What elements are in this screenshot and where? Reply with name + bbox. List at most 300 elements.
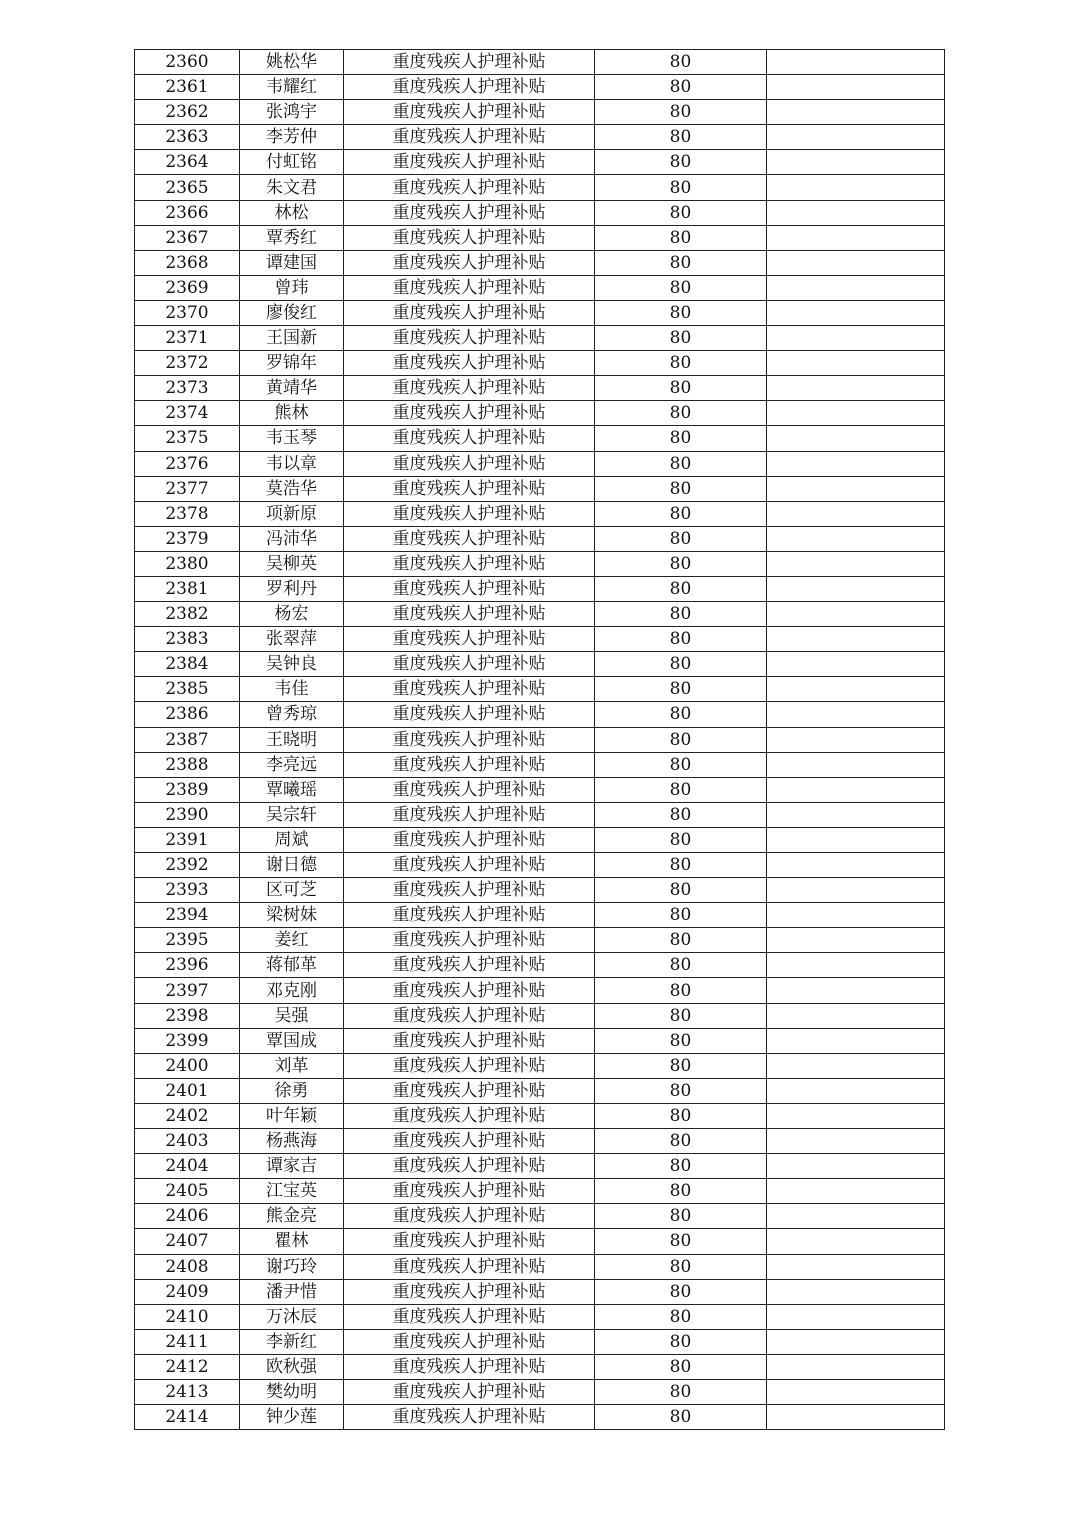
- recipient-name-cell: 梁树妹: [240, 903, 344, 928]
- note-cell: [767, 150, 945, 175]
- amount-cell: 80: [595, 451, 767, 476]
- amount-cell: 80: [595, 777, 767, 802]
- subsidy-type-cell: 重度残疾人护理补贴: [344, 300, 595, 325]
- amount-cell: 80: [595, 827, 767, 852]
- note-cell: [767, 1405, 945, 1430]
- table-row: [135, 1279, 945, 1304]
- amount-cell: 80: [595, 1103, 767, 1128]
- note-cell: [767, 1229, 945, 1254]
- table-row: [135, 300, 945, 325]
- note-cell: [767, 200, 945, 225]
- row-number-cell: 2386: [135, 702, 240, 727]
- subsidy-type-cell: 重度残疾人护理补贴: [344, 1028, 595, 1053]
- table-row: [135, 1379, 945, 1404]
- row-number-cell: 2398: [135, 1003, 240, 1028]
- note-cell: [767, 1028, 945, 1053]
- note-cell: [767, 225, 945, 250]
- note-cell: [767, 376, 945, 401]
- amount-cell: 80: [595, 928, 767, 953]
- row-number-cell: 2401: [135, 1078, 240, 1103]
- amount-cell: 80: [595, 1028, 767, 1053]
- recipient-name-cell: 罗利丹: [240, 576, 344, 601]
- table-row: [135, 727, 945, 752]
- table-row: [135, 1405, 945, 1430]
- recipient-name-cell: 区可芝: [240, 878, 344, 903]
- row-number-cell: 2384: [135, 652, 240, 677]
- table-row: [135, 476, 945, 501]
- amount-cell: 80: [595, 1053, 767, 1078]
- recipient-name-cell: 廖俊红: [240, 300, 344, 325]
- amount-cell: 80: [595, 1329, 767, 1354]
- amount-cell: 80: [595, 551, 767, 576]
- subsidy-type-cell: 重度残疾人护理补贴: [344, 476, 595, 501]
- row-number-cell: 2392: [135, 853, 240, 878]
- note-cell: [767, 1279, 945, 1304]
- note-cell: [767, 300, 945, 325]
- row-number-cell: 2404: [135, 1154, 240, 1179]
- row-number-cell: 2385: [135, 677, 240, 702]
- amount-cell: 80: [595, 225, 767, 250]
- recipient-name-cell: 徐勇: [240, 1078, 344, 1103]
- recipient-name-cell: 曾秀琼: [240, 702, 344, 727]
- amount-cell: 80: [595, 175, 767, 200]
- note-cell: [767, 1154, 945, 1179]
- subsidy-type-cell: 重度残疾人护理补贴: [344, 526, 595, 551]
- recipient-name-cell: 瞿林: [240, 1229, 344, 1254]
- subsidy-type-cell: 重度残疾人护理补贴: [344, 827, 595, 852]
- recipient-name-cell: 吴钟良: [240, 652, 344, 677]
- row-number-cell: 2361: [135, 75, 240, 100]
- subsidy-type-cell: 重度残疾人护理补贴: [344, 1129, 595, 1154]
- recipient-name-cell: 周斌: [240, 827, 344, 852]
- subsidy-type-cell: 重度残疾人护理补贴: [344, 978, 595, 1003]
- table-row: [135, 150, 945, 175]
- table-row: [135, 75, 945, 100]
- row-number-cell: 2390: [135, 802, 240, 827]
- amount-cell: 80: [595, 1204, 767, 1229]
- amount-cell: 80: [595, 200, 767, 225]
- subsidy-type-cell: 重度残疾人护理补贴: [344, 250, 595, 275]
- subsidy-table-body: [135, 50, 945, 1430]
- table-row: [135, 1028, 945, 1053]
- note-cell: [767, 1354, 945, 1379]
- amount-cell: 80: [595, 652, 767, 677]
- subsidy-type-cell: 重度残疾人护理补贴: [344, 1229, 595, 1254]
- subsidy-type-cell: 重度残疾人护理补贴: [344, 426, 595, 451]
- row-number-cell: 2380: [135, 551, 240, 576]
- note-cell: [767, 1078, 945, 1103]
- recipient-name-cell: 张翠萍: [240, 627, 344, 652]
- amount-cell: 80: [595, 903, 767, 928]
- table-row: [135, 878, 945, 903]
- row-number-cell: 2395: [135, 928, 240, 953]
- amount-cell: 80: [595, 426, 767, 451]
- amount-cell: 80: [595, 1304, 767, 1329]
- row-number-cell: 2414: [135, 1405, 240, 1430]
- note-cell: [767, 426, 945, 451]
- row-number-cell: 2399: [135, 1028, 240, 1053]
- amount-cell: 80: [595, 1405, 767, 1430]
- recipient-name-cell: 谢巧玲: [240, 1254, 344, 1279]
- table-row: [135, 401, 945, 426]
- subsidy-type-cell: 重度残疾人护理补贴: [344, 75, 595, 100]
- recipient-name-cell: 韦以章: [240, 451, 344, 476]
- note-cell: [767, 627, 945, 652]
- table-row: [135, 928, 945, 953]
- table-row: [135, 1179, 945, 1204]
- amount-cell: 80: [595, 326, 767, 351]
- recipient-name-cell: 潘尹惜: [240, 1279, 344, 1304]
- note-cell: [767, 401, 945, 426]
- amount-cell: 80: [595, 1354, 767, 1379]
- recipient-name-cell: 冯沛华: [240, 526, 344, 551]
- row-number-cell: 2396: [135, 953, 240, 978]
- table-row: [135, 1003, 945, 1028]
- amount-cell: 80: [595, 878, 767, 903]
- subsidy-type-cell: 重度残疾人护理补贴: [344, 702, 595, 727]
- row-number-cell: 2371: [135, 326, 240, 351]
- amount-cell: 80: [595, 250, 767, 275]
- table-row: [135, 1053, 945, 1078]
- subsidy-type-cell: 重度残疾人护理补贴: [344, 551, 595, 576]
- subsidy-type-cell: 重度残疾人护理补贴: [344, 125, 595, 150]
- subsidy-type-cell: 重度残疾人护理补贴: [344, 1103, 595, 1128]
- amount-cell: 80: [595, 501, 767, 526]
- recipient-name-cell: 刘革: [240, 1053, 344, 1078]
- amount-cell: 80: [595, 376, 767, 401]
- table-row: [135, 1354, 945, 1379]
- amount-cell: 80: [595, 150, 767, 175]
- table-row: [135, 677, 945, 702]
- amount-cell: 80: [595, 100, 767, 125]
- table-row: [135, 576, 945, 601]
- row-number-cell: 2388: [135, 752, 240, 777]
- amount-cell: 80: [595, 526, 767, 551]
- note-cell: [767, 1204, 945, 1229]
- table-row: [135, 351, 945, 376]
- row-number-cell: 2383: [135, 627, 240, 652]
- subsidy-type-cell: 重度残疾人护理补贴: [344, 602, 595, 627]
- recipient-name-cell: 吴宗轩: [240, 802, 344, 827]
- amount-cell: 80: [595, 627, 767, 652]
- subsidy-type-cell: 重度残疾人护理补贴: [344, 953, 595, 978]
- subsidy-type-cell: 重度残疾人护理补贴: [344, 853, 595, 878]
- row-number-cell: 2412: [135, 1354, 240, 1379]
- row-number-cell: 2360: [135, 50, 240, 75]
- recipient-name-cell: 林松: [240, 200, 344, 225]
- note-cell: [767, 953, 945, 978]
- recipient-name-cell: 韦耀红: [240, 75, 344, 100]
- recipient-name-cell: 谭家吉: [240, 1154, 344, 1179]
- note-cell: [767, 476, 945, 501]
- table-row: [135, 903, 945, 928]
- row-number-cell: 2370: [135, 300, 240, 325]
- table-row: [135, 451, 945, 476]
- note-cell: [767, 1053, 945, 1078]
- recipient-name-cell: 覃国成: [240, 1028, 344, 1053]
- amount-cell: 80: [595, 853, 767, 878]
- note-cell: [767, 652, 945, 677]
- table-row: [135, 1129, 945, 1154]
- note-cell: [767, 1103, 945, 1128]
- subsidy-type-cell: 重度残疾人护理补贴: [344, 150, 595, 175]
- amount-cell: 80: [595, 125, 767, 150]
- note-cell: [767, 351, 945, 376]
- subsidy-type-cell: 重度残疾人护理补贴: [344, 1179, 595, 1204]
- table-row: [135, 501, 945, 526]
- note-cell: [767, 1179, 945, 1204]
- subsidy-type-cell: 重度残疾人护理补贴: [344, 627, 595, 652]
- amount-cell: 80: [595, 1003, 767, 1028]
- table-row: [135, 627, 945, 652]
- row-number-cell: 2407: [135, 1229, 240, 1254]
- recipient-name-cell: 熊金亮: [240, 1204, 344, 1229]
- amount-cell: 80: [595, 576, 767, 601]
- table-row: [135, 802, 945, 827]
- note-cell: [767, 1254, 945, 1279]
- amount-cell: 80: [595, 677, 767, 702]
- table-row: [135, 326, 945, 351]
- table-row: [135, 1154, 945, 1179]
- subsidy-type-cell: 重度残疾人护理补贴: [344, 878, 595, 903]
- subsidy-type-cell: 重度残疾人护理补贴: [344, 275, 595, 300]
- recipient-name-cell: 蒋郁革: [240, 953, 344, 978]
- recipient-name-cell: 熊林: [240, 401, 344, 426]
- recipient-name-cell: 欧秋强: [240, 1354, 344, 1379]
- note-cell: [767, 501, 945, 526]
- note-cell: [767, 1329, 945, 1354]
- amount-cell: 80: [595, 727, 767, 752]
- subsidy-type-cell: 重度残疾人护理补贴: [344, 100, 595, 125]
- row-number-cell: 2364: [135, 150, 240, 175]
- subsidy-type-cell: 重度残疾人护理补贴: [344, 401, 595, 426]
- recipient-name-cell: 覃曦瑶: [240, 777, 344, 802]
- row-number-cell: 2367: [135, 225, 240, 250]
- amount-cell: 80: [595, 50, 767, 75]
- table-row: [135, 50, 945, 75]
- note-cell: [767, 50, 945, 75]
- subsidy-type-cell: 重度残疾人护理补贴: [344, 175, 595, 200]
- recipient-name-cell: 罗锦年: [240, 351, 344, 376]
- recipient-name-cell: 吴强: [240, 1003, 344, 1028]
- table-row: [135, 175, 945, 200]
- amount-cell: 80: [595, 802, 767, 827]
- recipient-name-cell: 谢日德: [240, 853, 344, 878]
- note-cell: [767, 903, 945, 928]
- recipient-name-cell: 覃秀红: [240, 225, 344, 250]
- row-number-cell: 2368: [135, 250, 240, 275]
- row-number-cell: 2372: [135, 351, 240, 376]
- table-row: [135, 100, 945, 125]
- subsidy-type-cell: 重度残疾人护理补贴: [344, 50, 595, 75]
- amount-cell: 80: [595, 476, 767, 501]
- note-cell: [767, 125, 945, 150]
- note-cell: [767, 602, 945, 627]
- recipient-name-cell: 李新红: [240, 1329, 344, 1354]
- row-number-cell: 2413: [135, 1379, 240, 1404]
- note-cell: [767, 928, 945, 953]
- recipient-name-cell: 张鸿宇: [240, 100, 344, 125]
- note-cell: [767, 451, 945, 476]
- amount-cell: 80: [595, 602, 767, 627]
- recipient-name-cell: 韦玉琴: [240, 426, 344, 451]
- table-row: [135, 526, 945, 551]
- table-row: [135, 275, 945, 300]
- amount-cell: 80: [595, 1279, 767, 1304]
- row-number-cell: 2403: [135, 1129, 240, 1154]
- recipient-name-cell: 邓克刚: [240, 978, 344, 1003]
- table-row: [135, 827, 945, 852]
- note-cell: [767, 1129, 945, 1154]
- amount-cell: 80: [595, 1129, 767, 1154]
- row-number-cell: 2376: [135, 451, 240, 476]
- amount-cell: 80: [595, 702, 767, 727]
- subsidy-type-cell: 重度残疾人护理补贴: [344, 903, 595, 928]
- table-row: [135, 652, 945, 677]
- table-row: [135, 551, 945, 576]
- note-cell: [767, 752, 945, 777]
- note-cell: [767, 1379, 945, 1404]
- table-row: [135, 752, 945, 777]
- subsidy-type-cell: 重度残疾人护理补贴: [344, 1078, 595, 1103]
- note-cell: [767, 100, 945, 125]
- recipient-name-cell: 王晓明: [240, 727, 344, 752]
- amount-cell: 80: [595, 351, 767, 376]
- amount-cell: 80: [595, 401, 767, 426]
- recipient-name-cell: 李芳仲: [240, 125, 344, 150]
- row-number-cell: 2379: [135, 526, 240, 551]
- subsidy-type-cell: 重度残疾人护理补贴: [344, 727, 595, 752]
- row-number-cell: 2400: [135, 1053, 240, 1078]
- subsidy-type-cell: 重度残疾人护理补贴: [344, 928, 595, 953]
- recipient-name-cell: 樊幼明: [240, 1379, 344, 1404]
- table-row: [135, 978, 945, 1003]
- recipient-name-cell: 杨宏: [240, 602, 344, 627]
- note-cell: [767, 702, 945, 727]
- subsidy-type-cell: 重度残疾人护理补贴: [344, 1405, 595, 1430]
- row-number-cell: 2378: [135, 501, 240, 526]
- subsidy-type-cell: 重度残疾人护理补贴: [344, 802, 595, 827]
- row-number-cell: 2397: [135, 978, 240, 1003]
- recipient-name-cell: 谭建国: [240, 250, 344, 275]
- recipient-name-cell: 万沐辰: [240, 1304, 344, 1329]
- note-cell: [767, 250, 945, 275]
- note-cell: [767, 727, 945, 752]
- table-row: [135, 1254, 945, 1279]
- subsidy-type-cell: 重度残疾人护理补贴: [344, 1304, 595, 1329]
- table-row: [135, 200, 945, 225]
- recipient-name-cell: 项新原: [240, 501, 344, 526]
- subsidy-type-cell: 重度残疾人护理补贴: [344, 1254, 595, 1279]
- table-row: [135, 1103, 945, 1128]
- row-number-cell: 2374: [135, 401, 240, 426]
- row-number-cell: 2389: [135, 777, 240, 802]
- subsidy-type-cell: 重度残疾人护理补贴: [344, 576, 595, 601]
- subsidy-type-cell: 重度残疾人护理补贴: [344, 1379, 595, 1404]
- recipient-name-cell: 吴柳英: [240, 551, 344, 576]
- row-number-cell: 2373: [135, 376, 240, 401]
- recipient-name-cell: 李亮远: [240, 752, 344, 777]
- subsidy-type-cell: 重度残疾人护理补贴: [344, 652, 595, 677]
- row-number-cell: 2365: [135, 175, 240, 200]
- note-cell: [767, 551, 945, 576]
- subsidy-type-cell: 重度残疾人护理补贴: [344, 326, 595, 351]
- row-number-cell: 2406: [135, 1204, 240, 1229]
- row-number-cell: 2375: [135, 426, 240, 451]
- row-number-cell: 2409: [135, 1279, 240, 1304]
- subsidy-type-cell: 重度残疾人护理补贴: [344, 1053, 595, 1078]
- note-cell: [767, 576, 945, 601]
- table-row: [135, 376, 945, 401]
- subsidy-type-cell: 重度残疾人护理补贴: [344, 677, 595, 702]
- amount-cell: 80: [595, 1229, 767, 1254]
- table-row: [135, 1304, 945, 1329]
- amount-cell: 80: [595, 1078, 767, 1103]
- row-number-cell: 2369: [135, 275, 240, 300]
- subsidy-type-cell: 重度残疾人护理补贴: [344, 1279, 595, 1304]
- subsidy-type-cell: 重度残疾人护理补贴: [344, 1354, 595, 1379]
- recipient-name-cell: 曾玮: [240, 275, 344, 300]
- recipient-name-cell: 朱文君: [240, 175, 344, 200]
- row-number-cell: 2382: [135, 602, 240, 627]
- amount-cell: 80: [595, 1154, 767, 1179]
- table-row: [135, 702, 945, 727]
- note-cell: [767, 777, 945, 802]
- table-row: [135, 225, 945, 250]
- note-cell: [767, 526, 945, 551]
- note-cell: [767, 853, 945, 878]
- row-number-cell: 2391: [135, 827, 240, 852]
- table-row: [135, 1078, 945, 1103]
- subsidy-type-cell: 重度残疾人护理补贴: [344, 351, 595, 376]
- subsidy-type-cell: 重度残疾人护理补贴: [344, 200, 595, 225]
- row-number-cell: 2405: [135, 1179, 240, 1204]
- table-row: [135, 426, 945, 451]
- note-cell: [767, 978, 945, 1003]
- amount-cell: 80: [595, 752, 767, 777]
- row-number-cell: 2394: [135, 903, 240, 928]
- recipient-name-cell: 姚松华: [240, 50, 344, 75]
- subsidy-type-cell: 重度残疾人护理补贴: [344, 376, 595, 401]
- row-number-cell: 2408: [135, 1254, 240, 1279]
- amount-cell: 80: [595, 75, 767, 100]
- note-cell: [767, 878, 945, 903]
- note-cell: [767, 1304, 945, 1329]
- recipient-name-cell: 叶年颖: [240, 1103, 344, 1128]
- recipient-name-cell: 韦佳: [240, 677, 344, 702]
- subsidy-type-cell: 重度残疾人护理补贴: [344, 1329, 595, 1354]
- subsidy-type-cell: 重度残疾人护理补贴: [344, 225, 595, 250]
- note-cell: [767, 326, 945, 351]
- note-cell: [767, 75, 945, 100]
- row-number-cell: 2366: [135, 200, 240, 225]
- subsidy-type-cell: 重度残疾人护理补贴: [344, 777, 595, 802]
- amount-cell: 80: [595, 1179, 767, 1204]
- table-row: [135, 853, 945, 878]
- row-number-cell: 2402: [135, 1103, 240, 1128]
- table-row: [135, 602, 945, 627]
- amount-cell: 80: [595, 1254, 767, 1279]
- amount-cell: 80: [595, 275, 767, 300]
- note-cell: [767, 802, 945, 827]
- row-number-cell: 2387: [135, 727, 240, 752]
- table-row: [135, 953, 945, 978]
- amount-cell: 80: [595, 300, 767, 325]
- recipient-name-cell: 江宝英: [240, 1179, 344, 1204]
- row-number-cell: 2381: [135, 576, 240, 601]
- recipient-name-cell: 莫浩华: [240, 476, 344, 501]
- note-cell: [767, 275, 945, 300]
